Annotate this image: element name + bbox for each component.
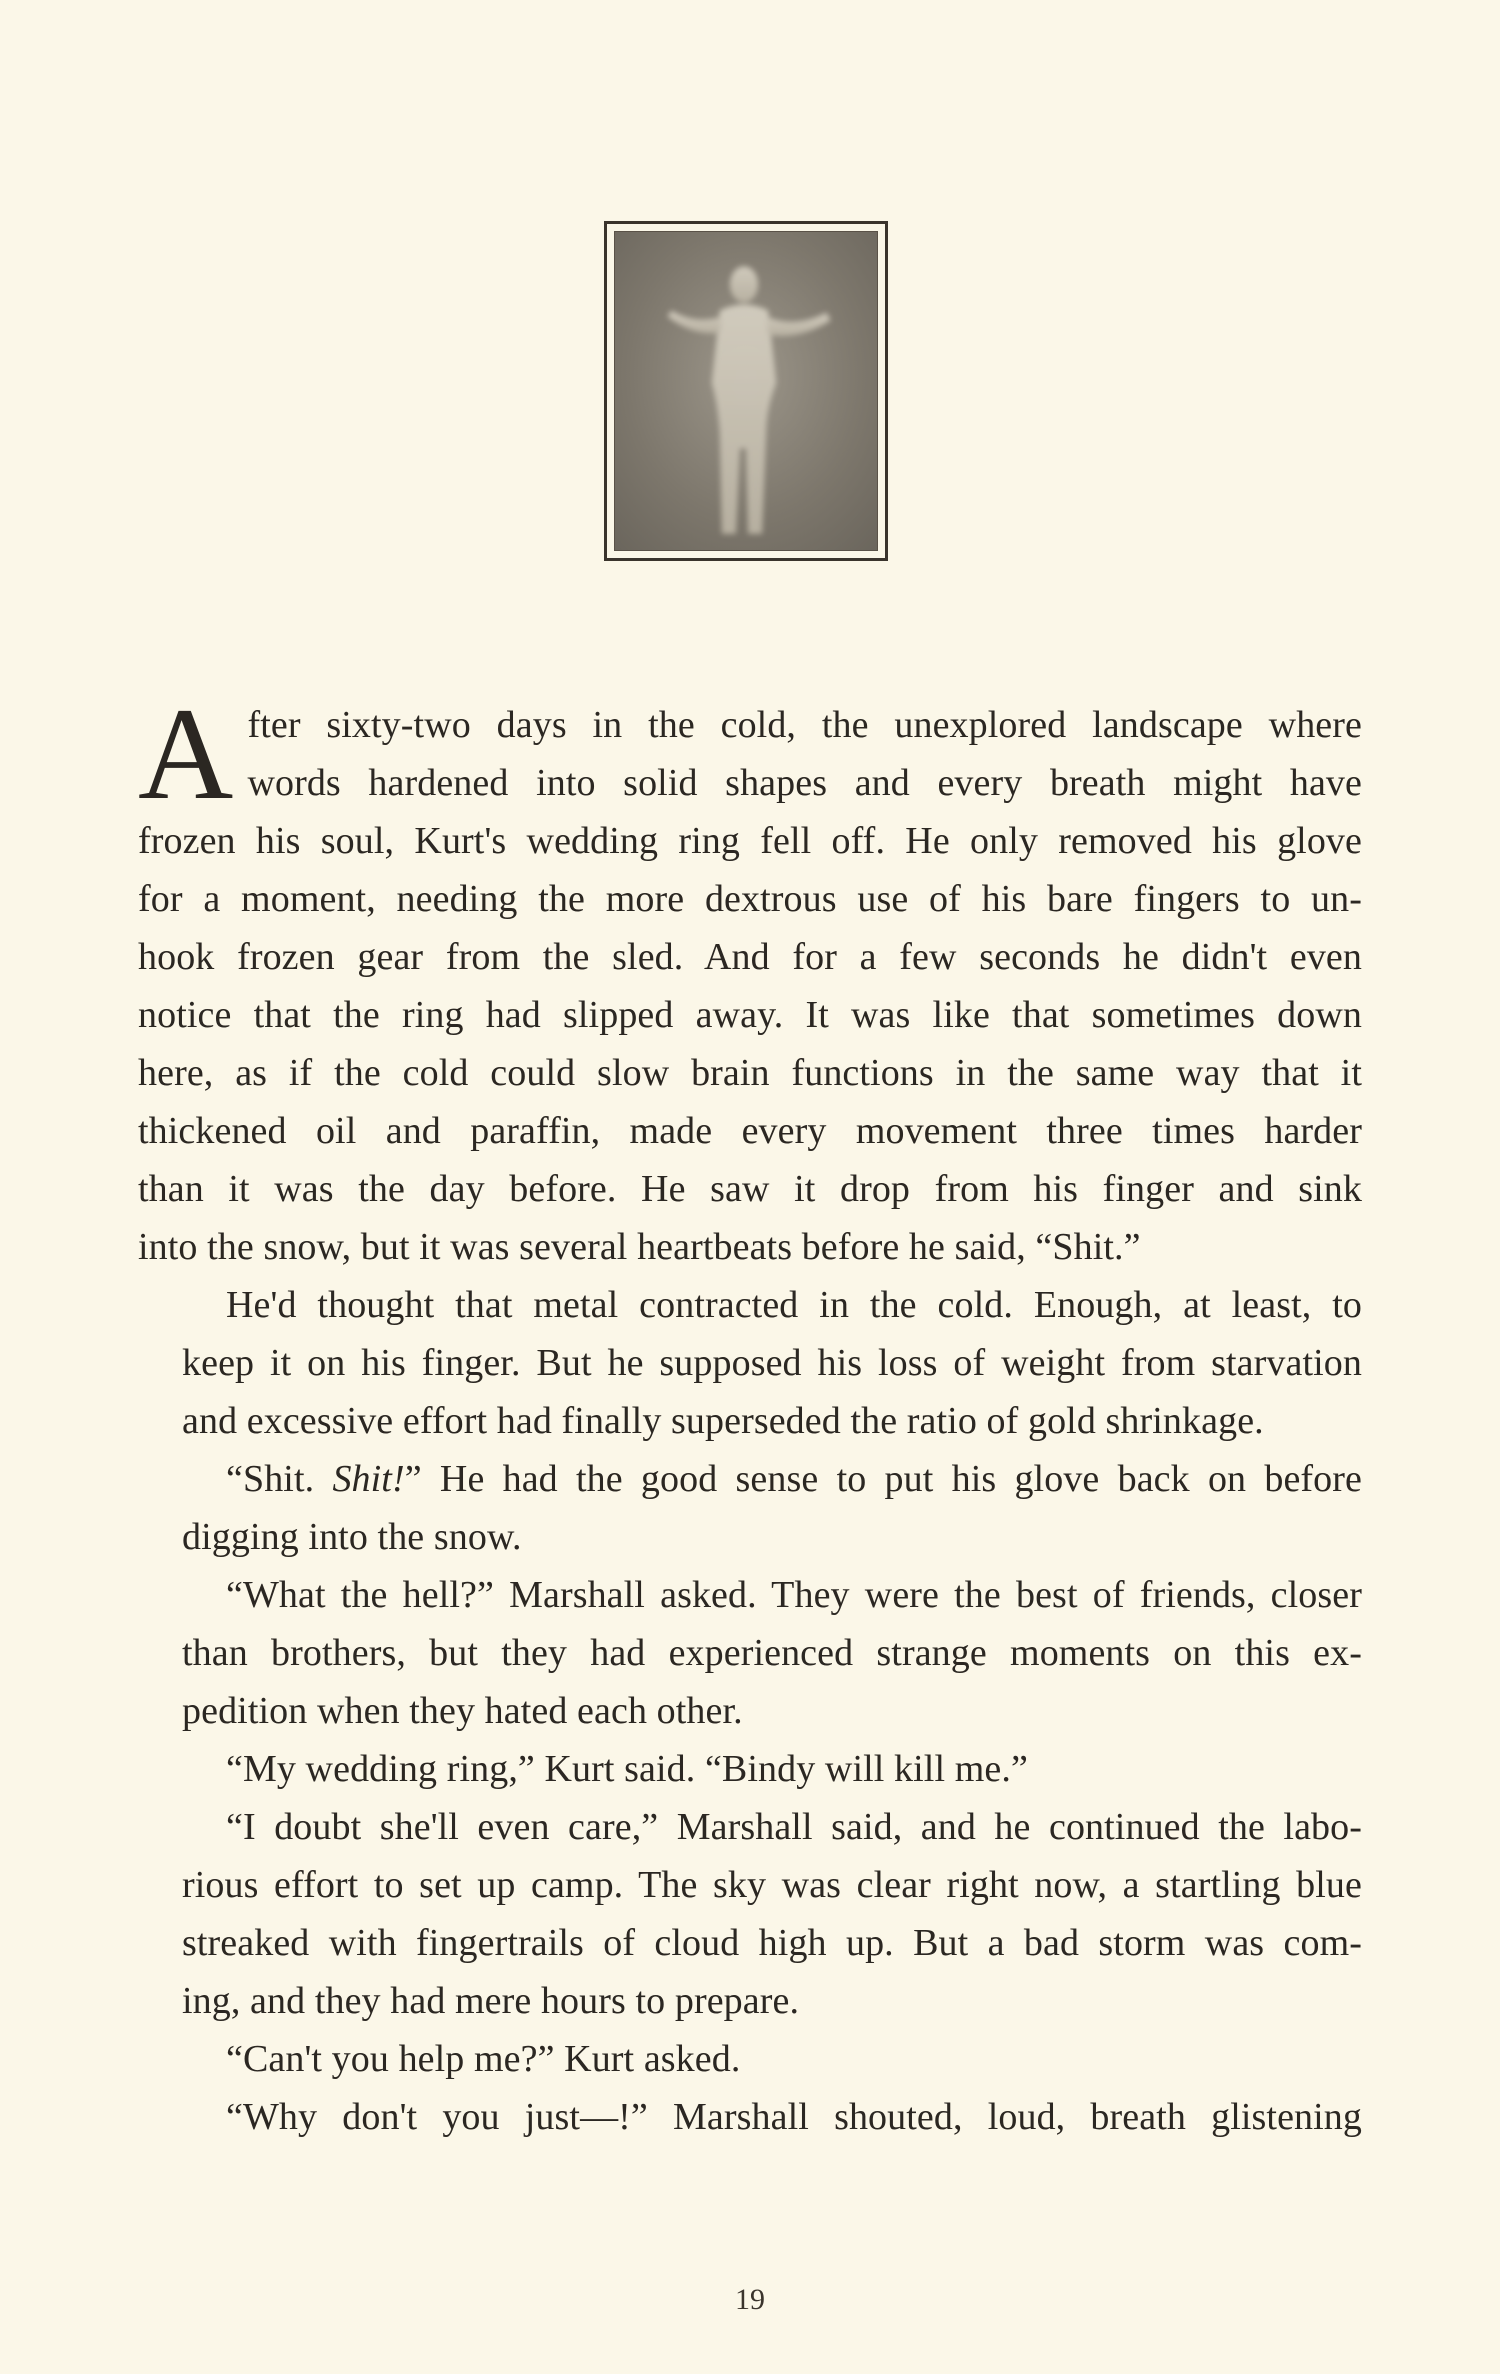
text-line: into the snow, but it was several heartbeats before he said, “Shit.” (138, 1226, 1141, 1268)
paragraph-8 (138, 2088, 1362, 2146)
text-line: and excessive effort had finally superseded the ratio of gold shrinkage. (182, 1400, 1264, 1442)
paragraph-2 (138, 1276, 1362, 1450)
text-line: thickened oil and paraffin, made every movement three times harder (138, 1110, 1362, 1152)
text-line: “My wedding ring,” Kurt said. “Bindy will kill me.” (226, 1748, 1028, 1790)
text-line: “What the hell?” Marshall asked. They were the best of friends, closer (226, 1574, 1362, 1616)
text-line: “Why don't you just—!” Marshall shouted, loud, breath glistening (226, 2096, 1362, 2138)
paragraph-3 (138, 1450, 1362, 1566)
text-line: words hardened into solid shapes and every breath might have (247, 762, 1362, 804)
drop-cap: A (138, 680, 234, 827)
text-line: streaked with fingertrails of cloud high up. But a bad storm was com- (182, 1922, 1362, 1964)
paragraph-6 (138, 1798, 1362, 2030)
text-line: “Can't you help me?” Kurt asked. (226, 2038, 741, 2080)
text-fragment: ” He had the good sense to put his glove back on before (404, 1458, 1362, 1500)
text-line: rious effort to set up camp. The sky was clear right now, a startling blue (182, 1864, 1362, 1906)
paragraph-1 (138, 680, 1362, 1276)
text-line: for a moment, needing the more dextrous use of his bare fingers to un- (138, 878, 1362, 920)
paragraph-7 (138, 2030, 1362, 2088)
text-line: here, as if the cold could slow brain functions in the same way that it (138, 1052, 1362, 1094)
text-line: than it was the day before. He saw it drop from his finger and sink (138, 1168, 1362, 1210)
text-line: notice that the ring had slipped away. It was like that sometimes down (138, 994, 1362, 1036)
text-line: He'd thought that metal contracted in the cold. Enough, at least, to (226, 1284, 1362, 1326)
text-line: fter sixty-two days in the cold, the unexplored landscape where (247, 704, 1362, 746)
page-number: 19 (735, 2283, 765, 2316)
text-line (138, 1450, 1362, 1508)
standing-figure-photo (614, 231, 878, 551)
text-fragment: “Shit. (226, 1458, 333, 1500)
chapter-body-text (138, 680, 1362, 2146)
chapter-photo-frame (604, 221, 888, 561)
paragraph-5 (138, 1740, 1362, 1798)
text-line: pedition when they hated each other. (182, 1690, 743, 1732)
paragraph-4 (138, 1566, 1362, 1740)
text-line: “I doubt she'll even care,” Marshall said, and he continued the labo- (226, 1806, 1362, 1848)
text-line: ing, and they had mere hours to prepare. (182, 1980, 800, 2022)
text-line: than brothers, but they had experienced strange moments on this ex- (182, 1632, 1362, 1674)
text-line: frozen his soul, Kurt's wedding ring fell off. He only removed his glove (138, 820, 1362, 862)
text-line: keep it on his finger. But he supposed his loss of weight from starvation (182, 1342, 1362, 1384)
emphasis-text: Shit! (332, 1458, 405, 1500)
text-line: digging into the snow. (182, 1516, 522, 1558)
text-line: hook frozen gear from the sled. And for a few seconds he didn't even (138, 936, 1362, 978)
